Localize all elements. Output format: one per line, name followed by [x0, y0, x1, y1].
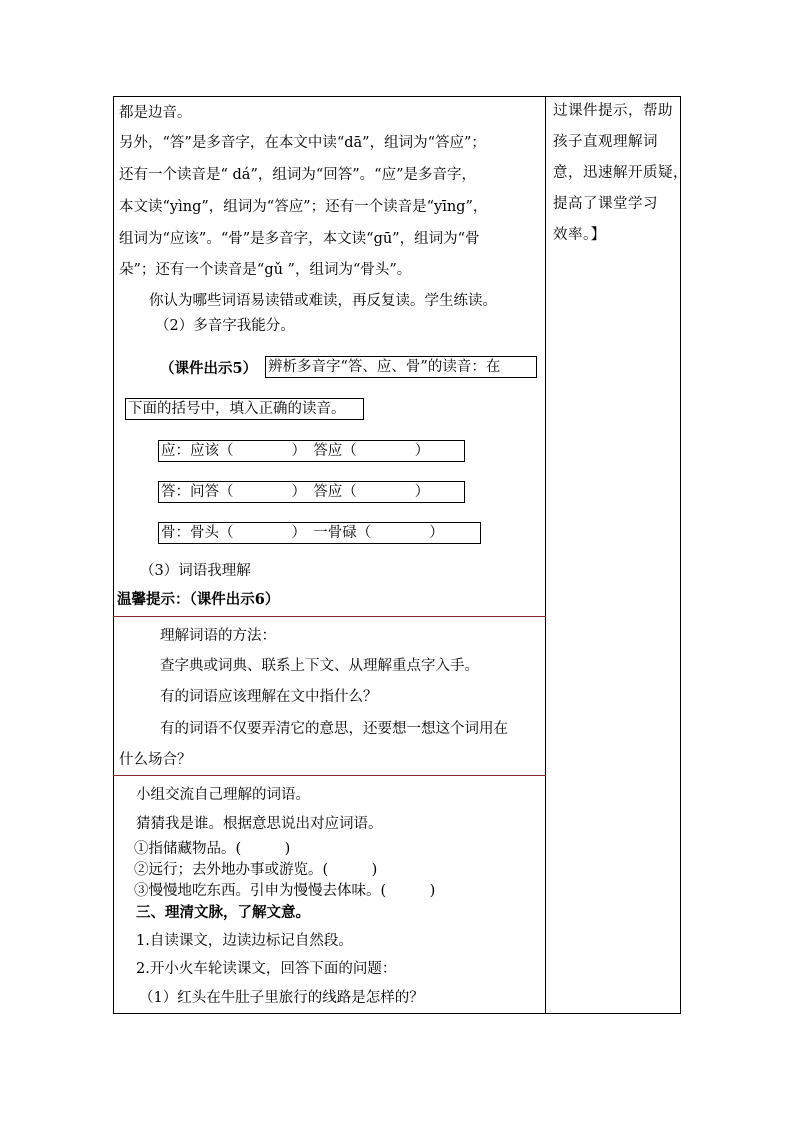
section-3-title: 三、理清文脉，了解文意。	[136, 904, 310, 921]
warm-tip-rest: 提示：（课件出示6）	[146, 591, 280, 608]
row-divider-2	[113, 775, 546, 776]
para-line-3: 还有一个读音是“ dá”，组词为“回答”。“应”是多音字，	[119, 167, 477, 183]
exercise-row-gu: 骨：骨头（ ） 一骨碌（ ）	[158, 522, 481, 544]
exercise-row-da: 答：问答（ ） 答应（ ）	[158, 481, 465, 503]
group-line-8: 2.开小火车轮读课文，回答下面的问题：	[136, 961, 397, 977]
section-3-heading: （3）词语我理解	[140, 563, 251, 579]
group-line-3: ①指储藏物品。( )	[134, 841, 291, 857]
side-note-line-3: 意，迅速解开质疑，	[553, 165, 688, 181]
group-line-9: （1）红头在牛肚子里旅行的线路是怎样的？	[139, 990, 424, 1006]
para-line-1: 都是边音。	[119, 105, 192, 121]
para-line-2: 另外，“答”是多音字，在本文中读“dā”，组词为“答应”；	[119, 135, 486, 151]
courseware-5-box-line-1: 辨析多音字“答、应、骨”的读音：在	[265, 356, 537, 378]
para-line-6: 朵”；还有一个读音是“gǔ ”，组词为“骨头”。	[119, 262, 412, 278]
side-note-line-4: 提高了课堂学习	[553, 196, 658, 212]
side-note-line-2: 孩子直观理解词	[553, 134, 658, 150]
tips-line-1: 理解词语的方法：	[160, 628, 276, 644]
group-line-4: ②远行；去外地办事或游览。( )	[134, 862, 378, 878]
column-divider	[545, 96, 546, 1014]
courseware-5-label: （课件出示5）	[160, 360, 258, 377]
exercise-row-ying: 应：应该（ ） 答应（ ）	[158, 440, 465, 462]
warm-tip-line	[117, 591, 279, 609]
side-note-line-1: 过课件提示，帮助	[553, 103, 673, 119]
para-line-5: 组词为“应该”。“骨”是多音字，本文读“gū”，组词为“骨	[119, 231, 480, 247]
warm-tip-label: 温馨	[117, 591, 146, 608]
para-line-7: 你认为哪些词语易读错或难读，再反复读。学生练读。	[149, 293, 497, 309]
tips-line-5: 什么场合？	[119, 752, 192, 768]
group-line-1: 小组交流自己理解的词语。	[136, 787, 310, 803]
row-divider-1	[113, 616, 546, 617]
group-line-5: ③慢慢地吃东西。引申为慢慢去体味。( )	[134, 883, 436, 899]
tips-line-3: 有的词语应该理解在文中指什么？	[160, 689, 378, 705]
side-note-line-5: 效率。】	[553, 227, 606, 243]
tips-line-4: 有的词语不仅要弄清它的意思，还要想一想这个词用在	[160, 721, 508, 737]
para-line-4: 本文读“yìng”，组词为“答应”；还有一个读音是“yīng”，	[119, 199, 488, 215]
para-line-8: （2）多音字我能分。	[155, 318, 295, 334]
group-line-7: 1.自读课文，边读边标记自然段。	[136, 933, 353, 949]
group-line-2: 猜猜我是谁。根据意思说出对应词语。	[136, 816, 383, 832]
tips-line-2: 查字典或词典、联系上下文、从理解重点字入手。	[160, 658, 479, 674]
side-note	[553, 96, 688, 251]
courseware-5-box-line-2: 下面的括号中，填入正确的读音。	[125, 398, 364, 420]
